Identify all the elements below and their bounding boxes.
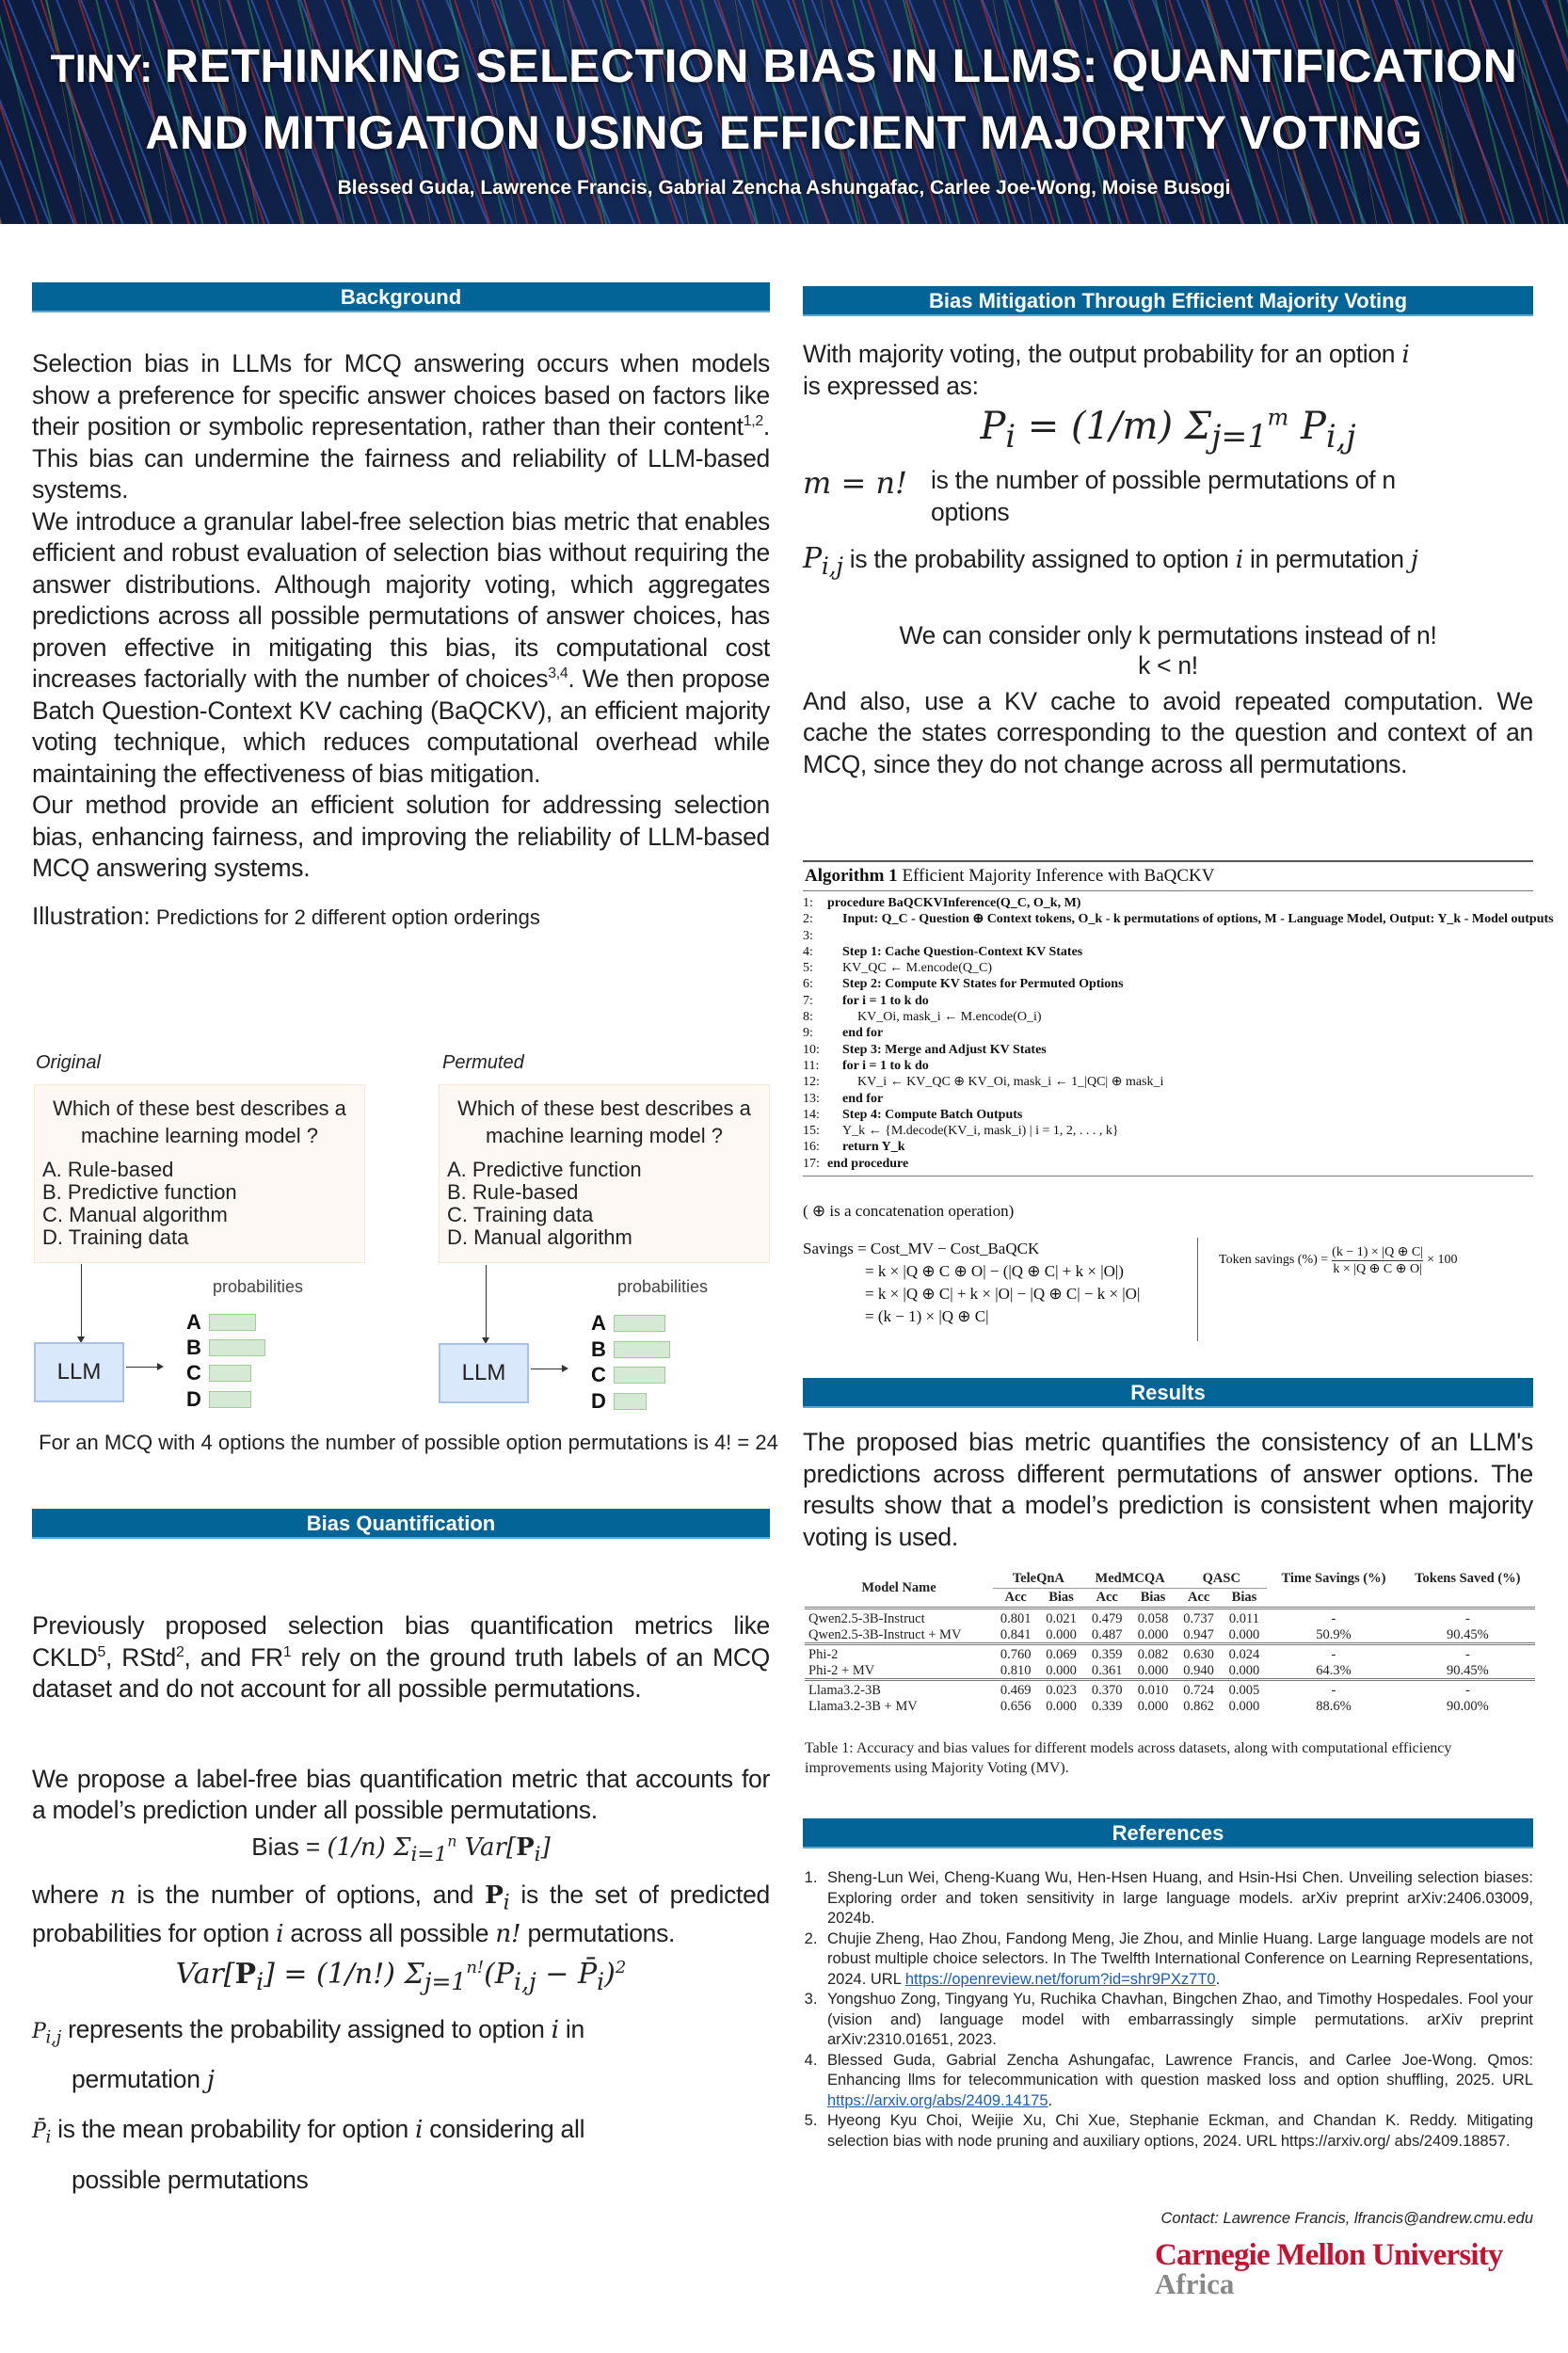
algorithm-line: 11: for i = 1 to k do <box>803 1058 929 1073</box>
section-header-mitigation: Bias Mitigation Through Efficient Majority Voting <box>803 286 1533 316</box>
option-c: C. Training data <box>447 1203 594 1226</box>
savings-equations: Savings = Cost_MV − Cost_BaQCK = k × |Q ⊕ C ⊕ O| − (|Q ⊕ C| + k × |O|) = k × |Q ⊕ C| + k × |O| − |Q ⊕ C| − k × |O| = (k − 1) × |Q ⊕ C| <box>803 1238 1198 1341</box>
right-column <box>803 282 1533 780</box>
reference-item: 2. Chujie Zheng, Hao Zhou, Fandong Meng, Jie Zhou, and Minlie Huang. Large language models are not robust multiple choice selectors. In The Twelfth International Conference on Learning Representations, 2024. URL https://openreview.net/forum?id=shr9PXz7T0. <box>822 1929 1533 1991</box>
savings-derivation <box>803 1198 1533 1341</box>
algorithm-lines <box>803 895 1554 1172</box>
prob-bar <box>209 1339 265 1356</box>
table-row: Phi-2 0.760 0.069 0.359 0.082 0.630 0.024 - - <box>805 1644 1535 1663</box>
pbar-definition: $P̄_i$ is the mean probability for option i considering all possible permutations <box>32 2115 585 2194</box>
arrow-down-icon <box>486 1265 487 1342</box>
probabilities-label: probabilities <box>213 1277 304 1296</box>
prob-bar <box>614 1341 670 1358</box>
illustration-figure: Original Which of these best describes a machine learning model ? A. Rule-based B. Predictive function C. Manual algorithm D. Training data LLM probabilities A B C D Permuted Which of these best describes a machine learning model ? A. Predictive function B. Rule-based C. Training data D. Manual algorithm LLM probabilities A B C D For an MCQ with 4 options the number of possible option permutations is 4! = 24 <box>32 1045 785 1478</box>
background-paragraph-3: Our method provide an efficient solution for addressing selection bias, enhancing fairness, and improving the reliability of LLM-based MCQ answering systems. <box>32 791 770 882</box>
table-caption: Table 1: Accuracy and bias values for different models across datasets, along with computational efficiency improvements using Majority Voting (MV). <box>805 1740 1452 1776</box>
reference-link[interactable]: https://arxiv.org/abs/2409.14175 <box>827 2091 1048 2109</box>
majority-vote-formula: $P_i = (1/m)$ $\Sigma_{j=1}^m$ $P_{i,j}$ <box>980 404 1356 455</box>
kv-cache-paragraph: And also, use a KV cache to avoid repeated computation. We cache the states corresponding to the question and context of an MCQ, since they do not change across all permutations. <box>803 686 1533 778</box>
prob-bar <box>614 1315 665 1332</box>
poster-title: TINY: RETHINKING SELECTION BIAS IN LLMS: QUANTIFICATION AND MITIGATION USING EFFICIENT MAJORITY VOTING <box>50 40 1518 159</box>
table-row: Qwen2.5-3B-Instruct + MV 0.841 0.000 0.487 0.000 0.947 0.000 50.9% 90.45% <box>808 1626 1489 1642</box>
bias-where-text: where n is the number of options, and $P_i$ is the set of predicted probabilities for option i across all possible n! permutations. <box>32 1880 770 1949</box>
algorithm-line: 10: Step 3: Merge and Adjust KV States <box>803 1042 1047 1057</box>
mitigation-intro: With majority voting, the output probability for an option i is expressed as: <box>803 340 1410 400</box>
bias-quant-paragraph-2: We propose a label-free bias quantification metric that accounts for a model’s prediction under all possible permutations. <box>32 1764 770 1824</box>
algorithm-line: 12: KV_i ← KV_QC ⊕ KV_Oi, mask_i ← 1_|QC| ⊕ mask_i <box>803 1075 1164 1090</box>
permuted-label: Permuted <box>442 1052 524 1073</box>
prob-bar <box>209 1365 251 1382</box>
algorithm-line: 5: KV_QC ← M.encode(Q_C) <box>803 961 993 976</box>
background-paragraph-1: Selection bias in LLMs for MCQ answering occurs when models show a preference for specific answer choices based on factors like their position or symbolic representation, rather than their content$^{1,2}$. This bias can undermine the fairness and reliability of LLM-based systems. <box>32 349 770 504</box>
illustration-caption: For an MCQ with 4 options the number of possible option permutations is 4! = 24 <box>39 1431 778 1454</box>
token-savings-formula: Token savings (%) = $\frac{(k - 1) \times |Q \oplus C|}{k \times |Q \oplus C \oplus O|}$ × 100 <box>1219 1244 1458 1276</box>
background-text <box>32 348 770 885</box>
results-section <box>803 1378 1533 1553</box>
algorithm-line: 13: end for <box>803 1091 884 1106</box>
algorithm-line: 16: return Y_k <box>803 1140 905 1155</box>
algorithm-box <box>803 860 1554 1176</box>
section-header-background: Background <box>32 282 770 312</box>
prob-bar <box>209 1314 256 1331</box>
algorithm-line: 1: procedure BaQCKVInference(Q_C, O_k, M) <box>803 896 1081 910</box>
section-header-results: Results <box>803 1378 1533 1408</box>
algorithm-line: 14: Step 4: Compute Batch Outputs <box>803 1107 1023 1122</box>
section-header-references: References <box>803 1818 1533 1849</box>
pij-definition: $P_{i,j}$ represents the probability assigned to option i in permutation j <box>32 2014 584 2095</box>
reference-item: 4. Blessed Guda, Gabrial Zencha Ashungafac, Lawrence Francis, and Carlee Joe-Wong. Qmos: Enhancing llms for telecommunication with question masked loss and option shuffling, 2025. URL https://arxiv.org/abs/2409.14175. <box>822 2051 1533 2112</box>
arrow-down-icon <box>81 1264 82 1341</box>
algorithm-line: 2: Input: Q_C - Question ⊕ Context tokens, O_k - k permutations of options, M - Language Model, Output: Y_k - Model outputs <box>803 912 1554 927</box>
probabilities-label: probabilities <box>617 1277 709 1296</box>
algorithm-line: 4: Step 1: Cache Question-Context KV States <box>803 944 1083 959</box>
reference-item: 3. Yongshuo Zong, Tingyang Yu, Ruchika Chavhan, Bingchen Zhao, and Timothy Hospedales. Fool your (vision and) language model with embarrassingly simple permutations. arXiv preprint arXiv:2310.01651, 2023. <box>822 1990 1533 2051</box>
llm-box: LLM <box>439 1343 529 1403</box>
table-row: Llama3.2-3B 0.469 0.023 0.370 0.010 0.724 0.005 - - <box>805 1680 1535 1699</box>
algorithm-line: 17: end procedure <box>803 1156 909 1171</box>
reference-item: 1. Sheng-Lun Wei, Cheng-Kuang Wu, Hen-Hsen Huang, and Hsin-Hsi Chen. Unveiling selection biases: Exploring order and token sensitivity in large language models. arXiv preprint arXiv:2406.03009, 2024b. <box>822 1868 1533 1929</box>
contact-info: Contact: Lawrence Francis, lfrancis@andrew.cmu.edu <box>1160 2210 1533 2227</box>
algorithm-line: 3: <box>803 928 813 943</box>
arrow-right-icon <box>126 1367 162 1368</box>
prob-bar <box>209 1391 251 1408</box>
variance-formula: $Var[P_i] = (1/n!) \Sigma_{j=1}^{n!}(P_{i,j}$ − $P̄_i)^2$ <box>175 1957 627 1995</box>
question-text: Which of these best describes a machine learning model ? <box>53 1096 346 1147</box>
option-b: B. Rule-based <box>447 1180 579 1204</box>
algorithm-line: 6: Step 2: Compute KV States for Permuted Options <box>803 977 1124 992</box>
references-section <box>803 1818 1533 1849</box>
cmu-africa-logo: Carnegie Mellon University Africa <box>1155 2238 1503 2300</box>
reference-item: 5. Hyeong Kyu Choi, Weijie Xu, Chi Xue, Stephanie Eckman, and Chandan K. Reddy. Mitigating selection bias with node pruning and auxiliary options, 2024. URL https://arxiv.org/ abs/2409.18857. <box>822 2111 1533 2152</box>
algorithm-title: Algorithm 1 Efficient Majority Inference with BaQCKV <box>805 866 1215 886</box>
original-label: Original <box>36 1052 101 1073</box>
references-list <box>803 1868 1533 2152</box>
table-row: Phi-2 + MV 0.810 0.000 0.361 0.000 0.940 0.000 64.3% 90.45% <box>808 1662 1489 1678</box>
section-header-bias-quantification: Bias Quantification <box>32 1509 770 1539</box>
llm-box: LLM <box>34 1342 124 1402</box>
algorithm-line: 15: Y_k ← {M.decode(KV_i, mask_i) | i = 1, 2, . . . , k} <box>803 1124 1119 1139</box>
algorithm-line: 8: KV_Oi, mask_i ← M.encode(O_i) <box>803 1010 1042 1025</box>
option-a: A. Predictive function <box>447 1158 642 1181</box>
option-a: A. Rule-based <box>42 1158 174 1181</box>
bias-formula: Bias = (1/n) $\Sigma_{i=1}^n$ $Var[P_i]$ <box>251 1832 551 1866</box>
results-text: The proposed bias metric quantifies the consistency of an LLM's predictions across different permutations of answer options. The results show that a model’s prediction is consistent when majority voting is used. <box>803 1428 1533 1551</box>
concat-note: ( ⊕ is a concatenation operation) <box>803 1202 1015 1220</box>
bias-quant-paragraph-1: Previously proposed selection bias quantification metrics like CKLD$^5$, RStd$^2$, and $FR^1$ rely on the ground truth labels of an MCQ dataset and do not account for all possible permutations. <box>32 1611 770 1703</box>
reference-link[interactable]: https://openreview.net/forum?id=shr9PXz7T0 <box>904 1970 1216 1988</box>
permuted-question-box <box>439 1084 770 1263</box>
background-paragraph-2: We introduce a granular label-free selection bias metric that enables efficient and robust evaluation of selection bias without requiring the answer distributions. Although majority voting, which aggregates predictions across all possible permutations of answer choices, has proven effective in mitigating this bias, its computational cost increases factorially with the number of choices$^{3,4}$. We then propose Batch Question-Context KV caching (BaQCKV), an efficient majority voting technique, which reduces computational overhead while maintaining the effectiveness of bias mitigation. <box>32 506 770 788</box>
prob-bar <box>614 1393 647 1410</box>
illustration-heading: Illustration: Predictions for 2 different option orderings <box>32 901 540 930</box>
poster-banner <box>0 0 1568 224</box>
algorithm-line: 7: for i = 1 to k do <box>803 993 929 1008</box>
author-list: Blessed Guda, Lawrence Francis, Gabrial Zencha Ashungafac, Carlee Joe-Wong, Moise Busogi <box>337 177 1231 199</box>
option-d: D. Training data <box>42 1225 189 1249</box>
question-text: Which of these best describes a machine learning model ? <box>457 1096 751 1147</box>
results-table: Model Name TeleQnA MedMCQA QASC Time Savings (%) Tokens Saved (%) Acc Bias Acc Bias Acc Bias Qwen2.5-3B-Instruct 0.801 0.021 0.479 0.058 0.737 0.011 - - Qwen2.5-3B-Instruct + MV 0.841 0.000 0.487 0.000 0.947 0.000 50.9% 90.45% Phi-2 0.760 0.069 0.359 0.082 0.630 0.024 - - Phi-2 + MV 0.810 0.000 0.361 0.000 0.940 0.000 64.3% 90.45% Llama3.2-3B 0.469 0.023 0.370 0.010 0.724 0.005 - - Llama3.2-3B + MV 0.656 0.000 0.339 0.000 0.862 0.000 88.6% 90.00% <box>805 1570 1535 1714</box>
k-permutations-note: We can consider only k permutations instead of n! k < n! <box>899 620 1437 680</box>
left-column <box>32 282 770 931</box>
bias-quantification-section <box>32 1509 770 2201</box>
table-row: Qwen2.5-3B-Instruct 0.801 0.021 0.479 0.058 0.737 0.011 - - <box>805 1609 1535 1627</box>
algorithm-line: 9: end for <box>803 1026 884 1041</box>
m-definition: m = n! is the number of possible permutations of n options <box>803 465 1396 526</box>
pij-mitigation-definition: $P_{i,j}$ is the probability assigned to option i in permutation j <box>803 542 1418 580</box>
option-d: D. Manual algorithm <box>447 1225 632 1249</box>
table-row: Llama3.2-3B + MV 0.656 0.000 0.339 0.000 0.862 0.000 88.6% 90.00% <box>808 1698 1489 1714</box>
option-b: B. Predictive function <box>42 1180 237 1204</box>
prob-bar <box>614 1367 665 1384</box>
option-c: C. Manual algorithm <box>42 1203 228 1226</box>
original-question-box <box>34 1084 365 1263</box>
